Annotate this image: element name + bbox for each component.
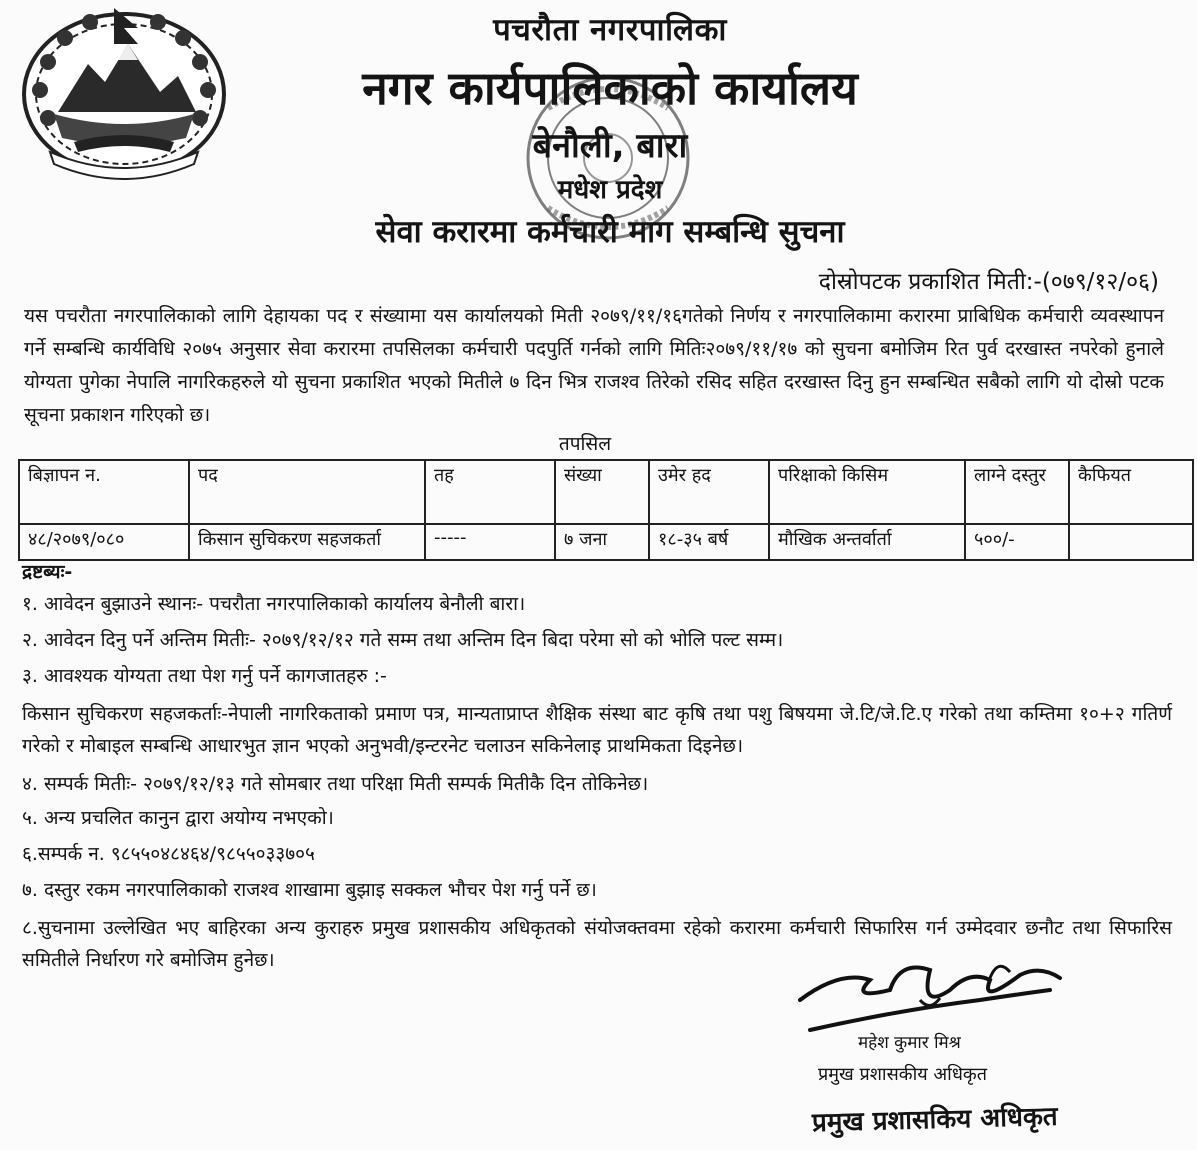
signer-name: महेश कुमार मिश्र	[858, 1033, 961, 1053]
cell-count: ७ जना	[555, 524, 649, 560]
cell-age-limit: १८-३५ बर्ष	[649, 524, 769, 560]
cell-level: -----	[425, 524, 555, 560]
note-item-3-detail: किसान सुचिकरण सहजकर्ताः-नेपाली नागरिकताको प्रमाण पत्र, मान्यताप्राप्त शैक्षिक संस्था बाट कृषि तथा पशु बिषयमा जे.टि/जे.टि.ए गरेको तथा कम्तिमा १०+२ गतिर्ण गरेको र मोबाइल सम्बन्धि आधारभुत ज्ञान भएको अनुभवी/इन्टरनेट चलाउन सकिनेलाइ प्राथमिकता दिइनेछ।	[22, 703, 1172, 757]
designation-stamp: प्रमुख प्रशासकिय अधिकृत	[811, 1101, 1059, 1139]
table-row	[19, 524, 1193, 560]
note-item-7: ७. दस्तुर रकम नगरपालिकाको राजश्व शाखामा बुझाइ सक्कल भौचर पेश गर्नु पर्ने छ।	[22, 879, 597, 901]
note-item-5: ५. अन्य प्रचलित कानुन द्वारा अयोग्य नभएको।	[22, 807, 334, 829]
table-caption: तपसिल	[558, 433, 612, 455]
cell-post: किसान सुचिकरण सहजकर्ता	[189, 524, 425, 560]
office-name: नगर कार्यपालिकाको कार्यालय	[362, 61, 858, 115]
cell-ad-number: ४८/२०७९/०८०	[19, 524, 189, 560]
note-item-6: ६.सम्पर्क न. ९८५५०४८४६४/९८५५०३३७०५	[22, 843, 315, 865]
handwritten-signature	[780, 950, 1080, 1040]
col-header-fee: लाग्ने दस्तुर	[965, 460, 1069, 524]
cell-fee: ५००/-	[965, 524, 1069, 560]
cell-exam-type: मौखिक अन्तर्वार्ता	[769, 524, 965, 560]
col-header-age-limit: उमेर हद	[649, 460, 769, 524]
col-header-ad-number: बिज्ञापन न.	[19, 460, 189, 524]
note-item-3: ३. आवश्यक योग्यता तथा पेश गर्नु पर्ने कागजातहरु :-	[22, 665, 387, 687]
notes-heading: द्रष्टब्यः-	[22, 561, 73, 583]
table-header-row	[19, 460, 1193, 524]
notice-title: सेवा करारमा कर्मचारी माग सम्बन्धि सुचना	[375, 214, 845, 250]
signer-title: प्रमुख प्रशासकीय अधिकृत	[818, 1064, 987, 1085]
col-header-post: पद	[189, 460, 425, 524]
note-item-4: ४. सम्पर्क मितीः- २०७९/१२/१३ गते सोमबार तथा परिक्षा मिती सम्पर्क मितीकै दिन तोकिनेछ।	[22, 773, 649, 795]
col-header-count: संख्या	[555, 460, 649, 524]
vacancy-table	[18, 459, 1194, 561]
publication-date: दोस्रोपटक प्रकाशित मिती:-(०७९/१२/०६)	[818, 269, 1159, 295]
province-name: मधेश प्रदेश	[557, 175, 663, 205]
note-item-1: १. आवेदन बुझाउने स्थानः- पचरौता नगरपालिकाको कार्यालय बेनौली बारा।	[22, 593, 526, 615]
cell-remarks	[1069, 524, 1193, 560]
note-item-2: २. आवेदन दिनु पर्ने अन्तिम मितीः- २०७९/१२/१२ गते सम्म तथा अन्तिम दिन बिदा परेमा सो को भोलि पल्ट सम्म।	[22, 629, 784, 651]
col-header-remarks: कैफियत	[1069, 460, 1193, 524]
municipality-name: पचरौता नगरपालिका	[493, 12, 727, 48]
nepal-emblem-logo	[10, 2, 238, 180]
col-header-exam-type: परिक्षाको किसिम	[769, 460, 965, 524]
note-item-8: ८.सुचनामा उल्लेखित भए बाहिरका अन्य कुराहरु प्रमुख प्रशासकीय अधिकृतको संयोजक्तवमा रहेको करारमा कर्मचारी सिफारिस गर्न उम्मेदवार छनौट तथा सिफारिस समितीले निर्धारण गरे बमोजिम हुनेछ।	[22, 917, 1172, 971]
col-header-level: तह	[425, 460, 555, 524]
office-location: बेनौली, बारा	[532, 126, 688, 166]
intro-paragraph: यस पचरौता नगरपालिकाको लागि देहायका पद र संख्यामा यस कार्यालयको मिती २०७९/११/१६गतेको निर्णय र नगरपालिकामा करारमा प्राबिधिक कर्मचारी व्यवस्थापन गर्ने सम्बन्धि कार्यविधि २०७५ अनुसार सेवा करारमा तपसिलका कर्मचारी पदपुर्ति गर्नको लागि मितिः२०७९/११/१७ को सुचना बमोजिम रित पुर्व दरखास्त नपरेको हुनाले योग्यता पुगेका नेपालि नागरिकहरुले यो सुचना प्रकाशित भएको मितीले ७ दिन भित्र राजश्व तिरेको रसिद सहित दरखास्त दिनु हुन सम्बन्धित सबैको लागि यो दोस्रो पटक सूचना प्रकाशन गरिएको छ।	[24, 305, 1164, 426]
